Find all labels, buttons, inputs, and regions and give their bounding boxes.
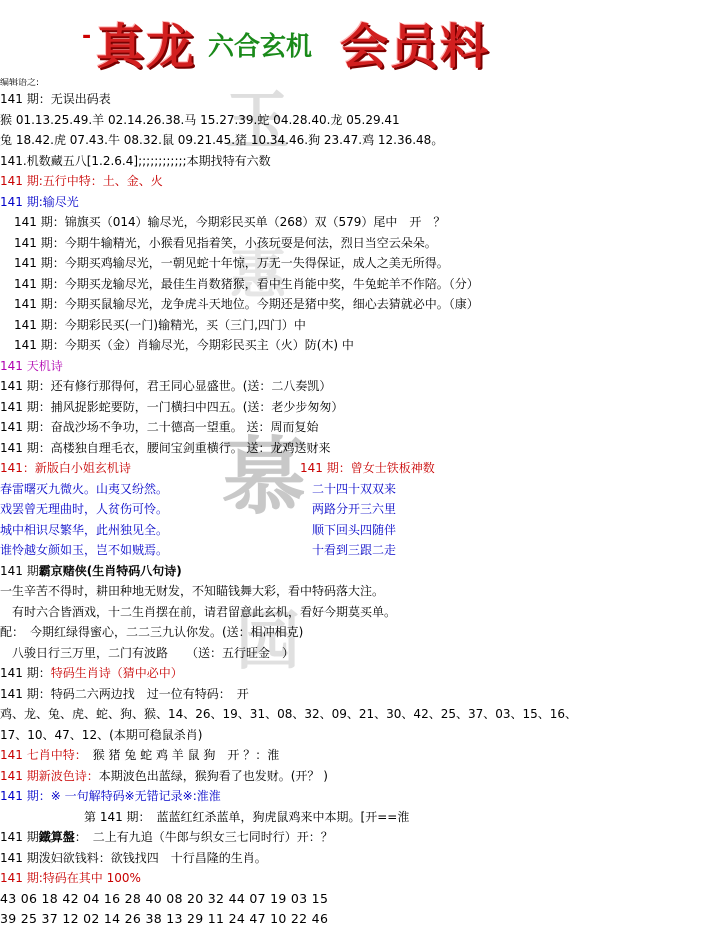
section-main xyxy=(0,89,720,458)
split-section-rows xyxy=(0,479,720,561)
header-note: 编辑语之: xyxy=(0,78,40,88)
text-line: 141 期：今期买鼠输尽光，龙争虎斗天地位。今期还是猪中奖，细心去猜就必中。（康） xyxy=(14,297,479,311)
watermark-glyph: 园 xyxy=(236,604,300,679)
text-line: 141 期：捕风捉影蛇要防，一门横扫中四五。(送：老少步匆匆） xyxy=(0,399,344,414)
split-row-left: 戏罢曾无理曲时，人贫伤可怜。 xyxy=(0,502,169,516)
text-line: 有时六合皆酒戏，十二生肖摆在前，请君留意此玄机，看好今期莫买单。 xyxy=(0,604,397,619)
document-content xyxy=(0,78,720,930)
section-secondary xyxy=(0,561,720,889)
split-row-right: 两路分开三六里 xyxy=(312,502,397,516)
text-line: 141 期：今期买（金）肖输尽光，今期彩民买主（火）防(木) 中 xyxy=(14,338,354,352)
text-line: 猴 01.13.25.49.羊 02.14.26.38.马 15.27.39.蛇 04.28.40.龙 05.29.41 xyxy=(0,112,400,127)
banner-dash: - xyxy=(82,24,92,49)
text-line: 配： 今期红绿得蜜心，二二三九认你发。(送：相冲相克) xyxy=(0,625,304,639)
banner-title-part2: 六合玄机 xyxy=(208,32,313,62)
text-line: 141 期：今期买鸡输尽光，一朝见蛇十年惊，万无一失得保证，成人之美无所得。 xyxy=(14,256,449,270)
text-line: 141 期：锦旗买（014）输尽光，今期彩民买单（268）双（579）尾中 开 ？ xyxy=(14,215,446,229)
watermark-glyph: 惠 xyxy=(230,241,286,307)
text-line: 141 期：高楼独自理毛衣，腰间宝剑重横行。 送：龙鸡送财来 xyxy=(0,440,331,455)
watermark-glyph: 玉 xyxy=(225,84,289,159)
left-title: 141：新版白小姐玄机诗 xyxy=(0,461,131,475)
text-line: 17、10、47、12、(本期可稳鼠杀肖) xyxy=(0,727,203,742)
text-line: 八骏日行三万里，二门有波路 （送：五行旺金 ） xyxy=(0,645,295,660)
text-line: 141 期：无误出码表 xyxy=(0,92,111,106)
split-row-left: 城中相识尽繁华，此州独见全。 xyxy=(0,522,169,537)
watermark-glyph: 慕 xyxy=(222,427,307,526)
banner-title-part1: 真龙 xyxy=(96,19,197,75)
text-line: 141 期:特码在其中 100% xyxy=(0,871,141,885)
text-line: 第 141 期： 蓝蓝红红杀蓝单，狗虎鼠鸡来中本期。[开==淮 xyxy=(0,809,410,824)
text-line: 141.机数藏五八[1.2.6.4];;;;;;;;;;;;本期找特有六数 xyxy=(0,153,271,168)
banner-title-part3: 会员料 xyxy=(340,19,491,75)
text-line: 141 七肖中特： 猴 猪 兔 蛇 鸡 羊 鼠 狗 开 ？：淮 xyxy=(0,748,280,762)
text-line: 141 期：奋战沙场不争功，二十德高一望重。 送：周而复始 xyxy=(0,420,319,434)
number-row: 39 25 37 12 02 14 26 38 13 29 11 24 47 10 22 46 xyxy=(0,911,329,926)
text-line: 兔 18.42.虎 07.43.牛 08.32.鼠 09.21.45.猪 10.34.46.狗 23.47.鸡 12.36.48。 xyxy=(0,133,444,147)
right-title: 141 期：曾女士铁板神数 xyxy=(300,461,435,475)
text-line: 141 期：特码二六两边找 过一位有特码： 开 xyxy=(0,686,249,701)
text-line: 141 期：今期牛输精光，小猴看见指着笑，小孩玩耍是何法，烈日当空云朵朵。 xyxy=(14,235,437,250)
text-line: 141 期：特码生肖诗（猜中必中） xyxy=(0,666,183,680)
split-row xyxy=(0,499,720,520)
split-row-left: 春雷曙灭九微火。山夷又纷然。 xyxy=(0,481,169,496)
text-line: 141 期霸京赌侠(生肖特码八句诗) xyxy=(0,563,182,578)
split-row xyxy=(0,540,720,561)
text-line: 141 期：今期彩民买(一门)输精光，买（三门,四门）中 xyxy=(14,317,306,332)
split-row-right: 十看到三跟二走 xyxy=(312,543,397,557)
split-row-right: 顺下回头四随伴 xyxy=(312,522,397,537)
text-line: 一生辛苦不得时，耕田种地无财发，不知瞄钱舞大彩，看中特码落大注。 xyxy=(0,584,385,598)
text-line: 141 期：还有修行那得何，君王同心显盛世。(送：二八奏凯） xyxy=(0,379,332,393)
split-row xyxy=(0,520,720,541)
split-section-titles xyxy=(0,458,720,479)
text-line: 141 期:五行中特：土、金、火 xyxy=(0,174,163,188)
text-line: 141 期:输尽光 xyxy=(0,194,79,209)
number-row: 43 06 18 42 04 16 28 40 08 20 32 44 07 19 03 15 xyxy=(0,890,329,906)
text-line: 141 期：※ 一句解特码※无错记录※:淮淮 xyxy=(0,789,221,803)
split-row xyxy=(0,479,720,500)
text-line: 鸡、龙、兔、虎、蛇、狗、猴、14、26、19、31、08、32、09、21、30、42、25、37、03、15、16、 xyxy=(0,707,578,721)
text-line: 141 期：今期买龙输尽光，最佳生肖数猪猴，看中生肖能中奖，牛兔蛇羊不作陪。（分） xyxy=(14,276,479,291)
text-line: 141 期新波色诗：本期波色出蓝绿，猴狗看了也发财。(开？ ) xyxy=(0,768,328,783)
split-row-right: 二十四十双双来 xyxy=(312,481,397,496)
text-line: 141 天机诗 xyxy=(0,358,63,373)
text-line: 141 期鐵算盤： 二上有九追（牛郎与织女三七同时行）开：？ xyxy=(0,830,333,844)
text-line: 141 期泼妇欲钱料：欲钱找四 十行昌隆的生肖。 xyxy=(0,850,267,865)
split-row-left: 谁怜越女颜如玉，岂不如贼焉。 xyxy=(0,543,169,557)
page-banner xyxy=(0,0,720,78)
number-grid xyxy=(0,889,720,930)
